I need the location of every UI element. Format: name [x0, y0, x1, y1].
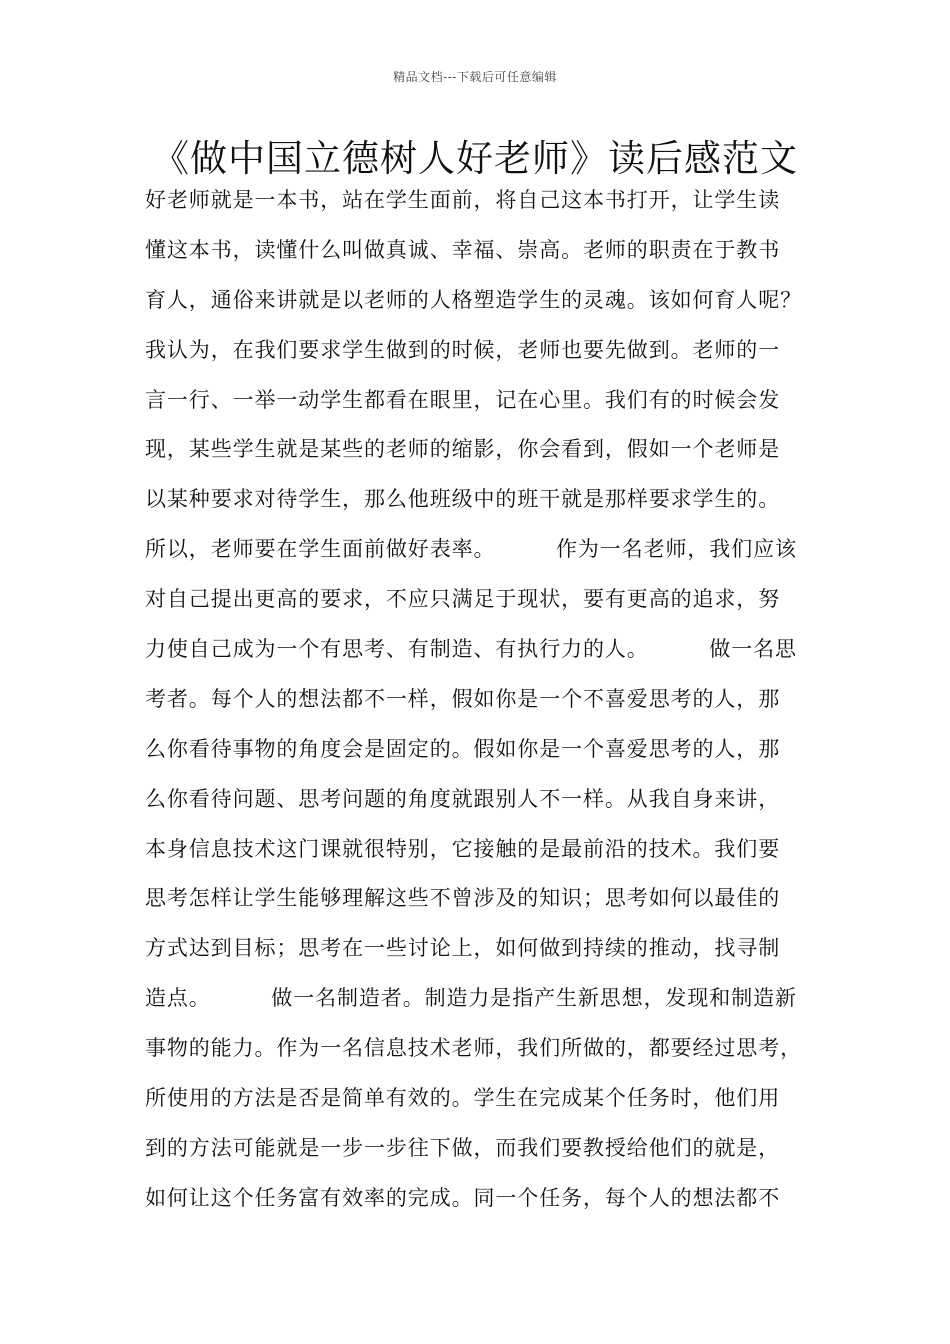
- paragraph-line: 么你看待问题、思考问题的角度就跟别人不一样。从我自身来讲，: [145, 786, 781, 811]
- paragraph-line: 本身信息技术这门课就很特别，它接触的是最前沿的技术。我们要: [145, 836, 781, 861]
- paragraph-line: 对自己提出更高的要求，不应只满足于现状，要有更高的追求，努: [145, 587, 781, 612]
- body-text: [145, 180, 825, 1228]
- paragraph-line: 如何让这个任务富有效率的完成。同一个任务，每个人的想法都不: [145, 1185, 781, 1210]
- paragraph-line: 所以，老师要在学生面前做好表率。 作为一名老师，我们应该: [145, 537, 797, 562]
- page-title: 《做中国立德树人好老师》读后感范文: [152, 137, 798, 180]
- paragraph-line: 所使用的方法是否是简单有效的。学生在完成某个任务时，他们用: [145, 1086, 781, 1111]
- paragraph-line: 好老师就是一本书，站在学生面前，将自己这本书打开，让学生读: [145, 188, 781, 212]
- paragraph-line: 思考怎样让学生能够理解这些不曾涉及的知识；思考如何以最佳的: [145, 886, 781, 911]
- paragraph-line: 到的方法可能就是一步一步往下做，而我们要教授给他们的就是，: [145, 1135, 781, 1160]
- header-note: 精品文档---下载后可任意编辑: [393, 70, 557, 84]
- paragraph-line: 么你看待事物的角度会是固定的。假如你是一个喜爱思考的人，那: [145, 736, 781, 761]
- paragraph-line: 力使自己成为一个有思考、有制造、有执行力的人。 做一名思: [145, 637, 797, 662]
- paragraph-line: 事物的能力。作为一名信息技术老师，我们所做的，都要经过思考，: [145, 1036, 802, 1061]
- paragraph-line: 方式达到目标；思考在一些讨论上，如何做到持续的推动，找寻制: [145, 936, 781, 961]
- paragraph-line: 造点。 做一名制造者。制造力是指产生新思想，发现和制造新: [145, 986, 797, 1011]
- paragraph-line: 我认为，在我们要求学生做到的时候，老师也要先做到。老师的一: [145, 337, 781, 362]
- paragraph-line: 考者。每个人的想法都不一样，假如你是一个不喜爱思考的人，那: [145, 686, 781, 711]
- paragraph-line: 以某种要求对待学生，那么他班级中的班干就是那样要求学生的。: [145, 487, 781, 512]
- paragraph-line: 懂这本书，读懂什么叫做真诚、幸福、崇高。老师的职责在于教书: [145, 237, 781, 262]
- paragraph-line: 现，某些学生就是某些的老师的缩影，你会看到，假如一个老师是: [145, 437, 781, 462]
- paragraph-line: 育人，通俗来讲就是以老师的人格塑造学生的灵魂。该如何育人呢？: [145, 287, 802, 312]
- paragraph-line: 言一行、一举一动学生都看在眼里，记在心里。我们有的时候会发: [145, 387, 781, 412]
